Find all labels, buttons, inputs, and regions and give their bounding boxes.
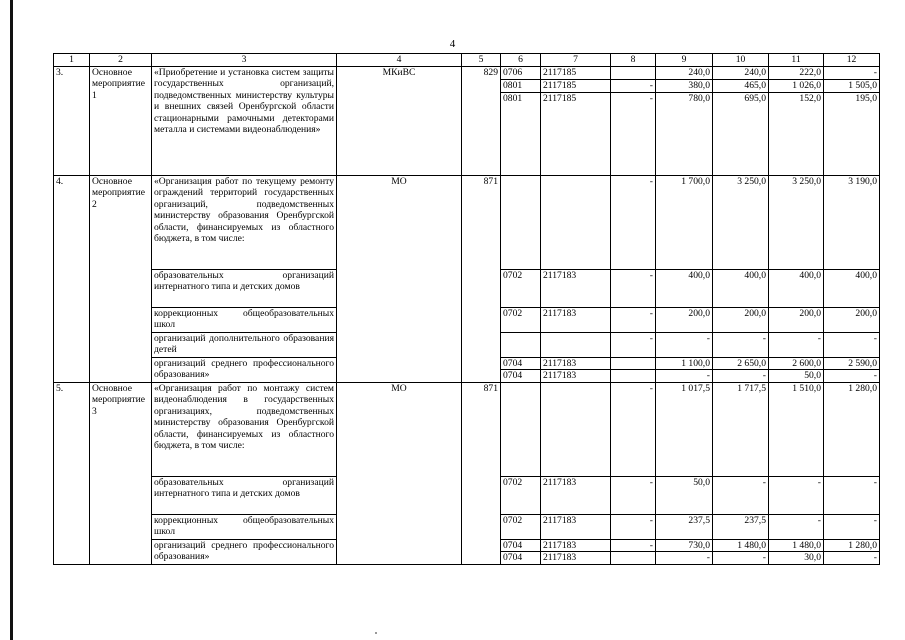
grbs-continued [462, 476, 501, 564]
col-header: 11 [769, 54, 824, 67]
value-col12: - [824, 332, 880, 357]
executor: МО [337, 175, 462, 269]
expense-type: - [611, 269, 656, 307]
value-col10: - [713, 332, 769, 357]
value-col12: - [824, 66, 880, 79]
target-article: 2117183 [541, 370, 611, 383]
table-row [54, 66, 880, 79]
target-article: 2117185 [541, 92, 611, 175]
value-col11: 1 480,0 [769, 539, 824, 552]
grbs-code: 871 [462, 382, 501, 476]
expense-type [611, 357, 656, 370]
value-col11: 2 600,0 [769, 357, 824, 370]
section-code: 0702 [501, 269, 541, 307]
value-col12: - [824, 370, 880, 383]
target-article: 2117183 [541, 269, 611, 307]
col-header: 10 [713, 54, 769, 67]
header-row [54, 54, 880, 67]
executor: МО [337, 382, 462, 476]
grbs-code: 829 [462, 66, 501, 175]
value-col11: - [769, 332, 824, 357]
measure-description: «Организация работ по монтажу систем видеонаблюдения в государственных организациях, подведомственных министерству образования Оренбургской области, финансируемых из областного бюджета, в том числе: [152, 382, 337, 476]
sub-description: организаций среднего профессионального образования» [152, 357, 337, 382]
expense-type: - [611, 92, 656, 175]
value-col12: 400,0 [824, 269, 880, 307]
value-col9: 1 700,0 [656, 175, 713, 269]
col-header: 5 [462, 54, 501, 67]
sub-description: организаций среднего профессионального образования» [152, 539, 337, 564]
measure-description: «Организация работ по текущему ремонту ограждений территорий государственных организаций, подведомственных министерству образования Оренбургской области, финансируемых из областного бюджета, в том числе: [152, 175, 337, 269]
section-code: 0704 [501, 552, 541, 565]
value-col11: - [769, 514, 824, 539]
expense-type: - [611, 539, 656, 552]
table-row [54, 476, 880, 514]
value-col9: 1 017,5 [656, 382, 713, 476]
value-col9: 1 100,0 [656, 357, 713, 370]
value-col11: 50,0 [769, 370, 824, 383]
target-article: 2117183 [541, 539, 611, 552]
section-code: 0702 [501, 514, 541, 539]
value-col12: 1 505,0 [824, 79, 880, 92]
target-article: 2117183 [541, 552, 611, 565]
col-header: 9 [656, 54, 713, 67]
value-col9: 237,5 [656, 514, 713, 539]
value-col10: 237,5 [713, 514, 769, 539]
target-article: 2117183 [541, 357, 611, 370]
target-article: 2117185 [541, 66, 611, 79]
target-article: 2117183 [541, 514, 611, 539]
value-col11: 400,0 [769, 269, 824, 307]
value-col12: - [824, 552, 880, 565]
target-article: 2117183 [541, 476, 611, 514]
page-number: 4 [449, 38, 456, 50]
row-number: 3. [54, 66, 90, 175]
expense-type [611, 370, 656, 383]
value-col10: - [713, 370, 769, 383]
col-header: 1 [54, 54, 90, 67]
col-header: 2 [90, 54, 152, 67]
section-code [501, 382, 541, 476]
value-col11: 1 510,0 [769, 382, 824, 476]
value-col10: 1 480,0 [713, 539, 769, 552]
executor-continued [337, 269, 462, 382]
expense-type: - [611, 79, 656, 92]
value-col12: - [824, 514, 880, 539]
value-col9: - [656, 552, 713, 565]
value-col9: 240,0 [656, 66, 713, 79]
value-col12: 1 280,0 [824, 382, 880, 476]
row-number: 5. [54, 382, 90, 564]
sub-description: организаций дополнительного образования детей [152, 332, 337, 357]
target-article [541, 382, 611, 476]
section-code: 0704 [501, 539, 541, 552]
section-code: 0704 [501, 370, 541, 383]
page-edge-bar [10, 0, 13, 640]
target-article: 2117185 [541, 79, 611, 92]
value-col11: 3 250,0 [769, 175, 824, 269]
sub-description: коррекционных общеобразовательных школ [152, 307, 337, 332]
expense-type: - [611, 476, 656, 514]
value-col12: 195,0 [824, 92, 880, 175]
section-code: 0702 [501, 307, 541, 332]
section-code [501, 332, 541, 357]
section-code: 0704 [501, 357, 541, 370]
section-code: 0801 [501, 92, 541, 175]
value-col9: 780,0 [656, 92, 713, 175]
measure-type: Основное мероприятие 3 [90, 382, 152, 564]
expense-type: - [611, 332, 656, 357]
table-row [54, 269, 880, 307]
value-col12: 3 190,0 [824, 175, 880, 269]
value-col11: 222,0 [769, 66, 824, 79]
value-col10: - [713, 476, 769, 514]
measure-type: Основное мероприятие 1 [90, 66, 152, 175]
value-col9: 400,0 [656, 269, 713, 307]
section-code: 0801 [501, 79, 541, 92]
target-article [541, 332, 611, 357]
value-col10: 465,0 [713, 79, 769, 92]
budget-table [53, 53, 880, 565]
measure-description: «Приобретение и установка систем защиты государственных организаций, подведомственных министерству культуры и внешних связей Оренбургской области стационарными рамочными детекторами металла и системами видеонаблюдения» [152, 66, 337, 175]
target-article: 2117183 [541, 307, 611, 332]
executor-continued [337, 476, 462, 564]
value-col9: 50,0 [656, 476, 713, 514]
section-code [501, 175, 541, 269]
value-col10: 400,0 [713, 269, 769, 307]
col-header: 4 [337, 54, 462, 67]
target-article [541, 175, 611, 269]
value-col12: 2 590,0 [824, 357, 880, 370]
col-header: 12 [824, 54, 880, 67]
col-header: 3 [152, 54, 337, 67]
value-col10: 240,0 [713, 66, 769, 79]
measure-type: Основное мероприятие 2 [90, 175, 152, 382]
expense-type [611, 552, 656, 565]
value-col11: 152,0 [769, 92, 824, 175]
scan-speck [375, 632, 377, 634]
value-col12: - [824, 476, 880, 514]
sub-description: коррекционных общеобразовательных школ [152, 514, 337, 539]
grbs-code: 871 [462, 175, 501, 269]
value-col11: - [769, 476, 824, 514]
expense-type: - [611, 514, 656, 539]
col-header: 8 [611, 54, 656, 67]
row-number: 4. [54, 175, 90, 382]
expense-type: - [611, 382, 656, 476]
value-col10: - [713, 552, 769, 565]
executor: МКиВС [337, 66, 462, 175]
value-col9: - [656, 370, 713, 383]
value-col9: - [656, 332, 713, 357]
value-col10: 200,0 [713, 307, 769, 332]
section-code: 0702 [501, 476, 541, 514]
sub-description: образовательных организаций интернатного типа и детских домов [152, 476, 337, 514]
value-col12: 1 280,0 [824, 539, 880, 552]
sub-description: образовательных организаций интернатного типа и детских домов [152, 269, 337, 307]
col-header: 7 [541, 54, 611, 67]
value-col10: 695,0 [713, 92, 769, 175]
section-code: 0706 [501, 66, 541, 79]
value-col12: 200,0 [824, 307, 880, 332]
expense-type: - [611, 175, 656, 269]
grbs-continued [462, 269, 501, 382]
value-col10: 3 250,0 [713, 175, 769, 269]
value-col9: 730,0 [656, 539, 713, 552]
col-header: 6 [501, 54, 541, 67]
expense-type [611, 66, 656, 79]
expense-type: - [611, 307, 656, 332]
value-col9: 380,0 [656, 79, 713, 92]
value-col10: 2 650,0 [713, 357, 769, 370]
table-row [54, 175, 880, 269]
value-col11: 1 026,0 [769, 79, 824, 92]
value-col11: 30,0 [769, 552, 824, 565]
value-col9: 200,0 [656, 307, 713, 332]
value-col10: 1 717,5 [713, 382, 769, 476]
value-col11: 200,0 [769, 307, 824, 332]
table-row [54, 382, 880, 476]
